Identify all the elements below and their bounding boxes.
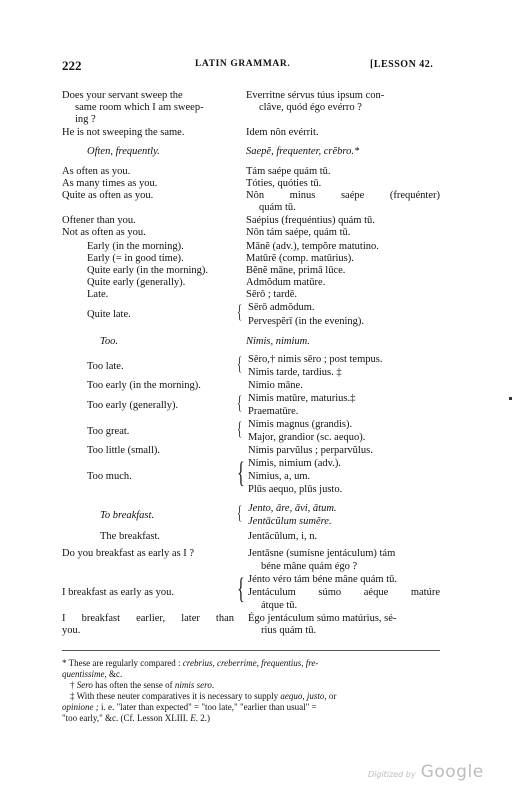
running-title: LATIN GRAMMAR. [195, 59, 291, 69]
english-phrase: As many times as you. [62, 178, 158, 189]
latin-phrase: Bĕnĕ māne, primā lūce. [246, 265, 346, 276]
english-phrase: Does your servant sweep the [62, 90, 183, 101]
latin-phrase: Tóties, quóties tū. [246, 178, 322, 189]
latin-phrase: Sērō admŏdum. [248, 302, 315, 313]
footnote: opinione ; i. e. "later than expected" = "too late," "earlier than usual" = [62, 702, 317, 712]
section-heading-english: To breakfast. [100, 510, 155, 521]
section-heading-latin: Saepĕ, frequenter, crĕbro.* [246, 146, 360, 157]
digitized-watermark: Digitized by Google [368, 762, 484, 782]
latin-phrase: Jentáculum súmo aéque matúre [248, 587, 440, 598]
latin-phrase: Everritne sérvus túus ipsum con- [246, 90, 385, 101]
latin-phrase: Pervespĕrī (in the evening). [248, 316, 365, 327]
footnote: * These are regularly compared : crebrius, creberrime, frequentius, fre- [62, 658, 319, 668]
latin-phrase: Nimio māne. [248, 380, 303, 391]
latin-phrase: Jentācŭlum, i, n. [248, 531, 318, 542]
curly-brace: { [237, 354, 243, 375]
latin-phrase: Jento, āre, āvi, ātum. [248, 503, 337, 514]
english-phrase: Quite early (in the morning). [87, 265, 209, 276]
footnote: quentissime, &c. [62, 669, 123, 679]
page-number: 222 [62, 58, 82, 73]
english-phrase: Oftener than you. [62, 215, 136, 226]
english-phrase: Late. [87, 289, 109, 300]
section-heading-english: Often, frequently. [87, 146, 160, 157]
english-phrase: Early (= in good time). [87, 253, 184, 264]
latin-phrase: Mānĕ (adv.), tempŏre matutino. [246, 241, 379, 252]
latin-phrase: Major, grandior (sc. aequo). [248, 432, 366, 443]
latin-phrase: Nimis magnus (grandis). [248, 419, 353, 430]
footnote: † Sero has often the sense of nimis sero. [70, 680, 215, 690]
latin-phrase: Nimis parvŭlus ; perparvŭlus. [248, 445, 373, 456]
margin-speck [509, 397, 512, 400]
latin-phrase: Praematūre. [248, 406, 299, 417]
latin-phrase: Jénto véro tám béne mâne quám tū. [248, 574, 397, 585]
latin-phrase: Nôn tám saépe, quám tū. [246, 227, 351, 238]
latin-phrase: rius quám tū. [261, 625, 317, 636]
curly-brace: { [237, 572, 245, 605]
latin-phrase: átque tū. [261, 600, 298, 611]
latin-phrase: Égo jentáculum súmo matúrius, sé- [248, 613, 397, 624]
latin-phrase: Admŏdum matūre. [246, 277, 326, 288]
english-phrase: I breakfast earlier, later than [62, 613, 234, 624]
english-phrase: Quite as often as you. [62, 190, 154, 201]
english-phrase: Too little (small). [87, 445, 161, 456]
english-phrase: you. [62, 625, 81, 636]
english-phrase: Too much. [87, 471, 132, 482]
english-phrase: Too early (generally). [87, 400, 179, 411]
latin-phrase: Sērō ; tardē. [246, 289, 298, 300]
english-phrase: Too early (in the morning). [87, 380, 201, 391]
latin-phrase: Matūrĕ (comp. matūrius). [246, 253, 354, 264]
english-phrase: Early (in the morning). [87, 241, 184, 252]
section-heading-english: Too. [100, 336, 119, 347]
latin-phrase: Tám saépe quám tū. [246, 166, 331, 177]
latin-phrase: Nimis tarde, tardius. ‡ [248, 367, 342, 378]
english-phrase: Do you breakfast as early as I ? [62, 548, 195, 559]
english-phrase: ing ? [75, 114, 96, 125]
english-phrase: Quite late. [87, 309, 131, 320]
latin-phrase: quám tū. [259, 202, 296, 213]
latin-phrase: Nimis, nimium (adv.). [248, 458, 341, 469]
footnote-rule [62, 650, 440, 651]
curly-brace: { [237, 456, 245, 489]
latin-phrase: Nimis matūre, maturius.‡ [248, 393, 356, 404]
latin-phrase: Sēro,† nimis sēro ; post tempus. [248, 354, 383, 365]
english-phrase: Too great. [87, 426, 130, 437]
latin-phrase: Nimius, a, um. [248, 471, 311, 482]
lesson-label: [LESSON 42. [370, 59, 434, 70]
latin-phrase: Jentācŭlum sumĕre. [248, 516, 332, 527]
latin-phrase: Plūs aequo, plūs justo. [248, 484, 343, 495]
latin-phrase: Jentāsne (sumísne jentáculum) tám [248, 548, 396, 559]
latin-phrase: béne mâne quám égo ? [261, 561, 358, 572]
section-heading-latin: Nimis, nimium. [246, 336, 310, 347]
footnote: ‡ With these neuter comparatives it is necessary to supply aequo, justo, or [70, 691, 337, 701]
english-phrase: Quite early (generally). [87, 277, 186, 288]
latin-phrase: clâve, quód égo evérro ? [259, 102, 362, 113]
latin-phrase: Saépius (frequéntius) quám tū. [246, 215, 375, 226]
curly-brace: { [237, 503, 243, 524]
curly-brace: { [237, 302, 243, 323]
english-phrase: As often as you. [62, 166, 131, 177]
curly-brace: { [237, 393, 243, 414]
running-header [62, 58, 442, 74]
latin-phrase: Idem nôn evérrit. [246, 127, 319, 138]
english-phrase: He is not sweeping the same. [62, 127, 185, 138]
latin-phrase: Nôn minus saépe (frequénter) [246, 190, 440, 201]
english-phrase: The breakfast. [100, 531, 161, 542]
english-phrase: I breakfast as early as you. [62, 587, 174, 598]
english-phrase: Too late. [87, 361, 124, 372]
english-phrase: Not as often as you. [62, 227, 146, 238]
curly-brace: { [237, 419, 243, 440]
footnote: "too early," &c. (Cf. Lesson XLIII. E. 2.) [62, 713, 210, 723]
english-phrase: same room which I am sweep- [75, 102, 204, 113]
